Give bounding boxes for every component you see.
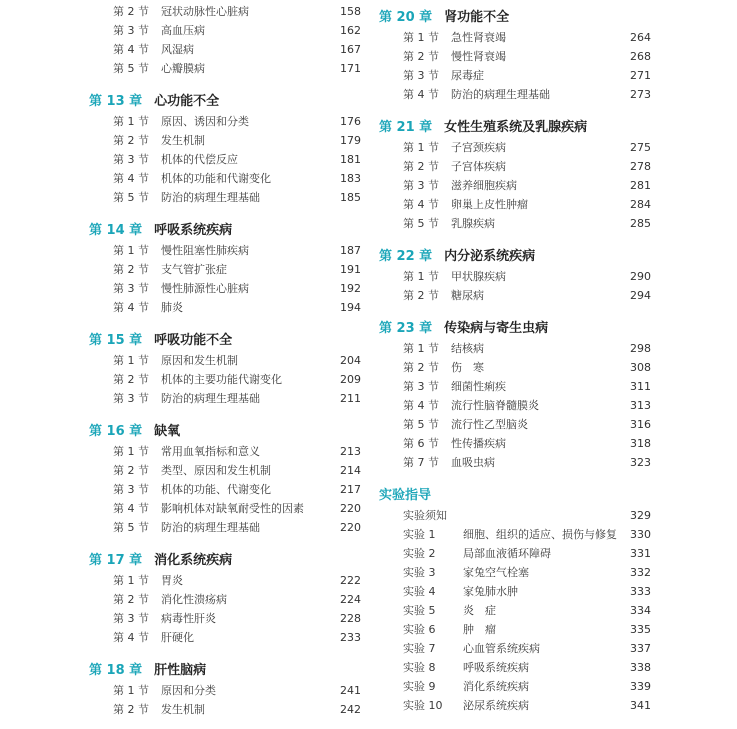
- section-title: 防治的病理生理基础: [451, 88, 550, 101]
- toc-entry[interactable]: [379, 157, 651, 176]
- section-number: 第 2 节: [403, 361, 439, 374]
- section-number: 第 2 节: [403, 50, 439, 63]
- section-title: 局部血液循环障碍: [463, 547, 551, 560]
- chapter-heading[interactable]: [89, 215, 361, 241]
- page-number: 171: [340, 62, 361, 75]
- chapter-heading[interactable]: [89, 86, 361, 112]
- page-number: 281: [630, 179, 651, 192]
- toc-entry[interactable]: [379, 639, 651, 658]
- toc-entry[interactable]: [89, 442, 361, 461]
- page-number: 316: [630, 418, 651, 431]
- section-number: 第 5 节: [403, 418, 439, 431]
- page-number: 333: [630, 585, 651, 598]
- section-number: 第 1 节: [403, 270, 439, 283]
- page-number: 185: [340, 191, 361, 204]
- toc-entry[interactable]: [379, 434, 651, 453]
- toc-entry[interactable]: [89, 241, 361, 260]
- section-title: 心瓣膜病: [161, 62, 205, 75]
- page-number: 331: [630, 547, 651, 560]
- section-title: 高血压病: [161, 24, 205, 37]
- chapter-heading[interactable]: [379, 2, 651, 28]
- chapter-number: 第 16 章: [89, 423, 143, 439]
- section-title: 防治的病理生理基础: [161, 191, 260, 204]
- chapter-title: 内分泌系统疾病: [444, 248, 536, 264]
- section-number: 第 2 节: [403, 289, 439, 302]
- section-title: 家兔空气栓塞: [463, 566, 529, 579]
- toc-entry[interactable]: [379, 453, 651, 472]
- chapter-heading[interactable]: [89, 325, 361, 351]
- toc-entry[interactable]: [379, 563, 651, 582]
- section-number: 实验须知: [403, 509, 447, 522]
- page-number: 338: [630, 661, 651, 674]
- page-number: 179: [340, 134, 361, 147]
- section-title: 卵巢上皮性肿瘤: [451, 198, 528, 211]
- chapter-number: 第 14 章: [89, 222, 143, 238]
- section-number: 第 3 节: [113, 612, 149, 625]
- page-number: 335: [630, 623, 651, 636]
- page-number: 183: [340, 172, 361, 185]
- section-title: 防治的病理生理基础: [161, 521, 260, 534]
- page-number: 187: [340, 244, 361, 257]
- section-title: 滋养细胞疾病: [451, 179, 517, 192]
- chapter-heading[interactable]: [89, 655, 361, 681]
- section-number: 第 2 节: [113, 703, 149, 716]
- section-number: 实验 2: [403, 547, 436, 560]
- page-number: 162: [340, 24, 361, 37]
- toc-entry[interactable]: [89, 480, 361, 499]
- section-title: 消化性溃疡病: [161, 593, 227, 606]
- toc-entry[interactable]: [89, 609, 361, 628]
- toc-entry[interactable]: [89, 169, 361, 188]
- section-number: 第 1 节: [113, 354, 149, 367]
- section-number: 第 3 节: [113, 483, 149, 496]
- toc-entry[interactable]: [379, 601, 651, 620]
- section-number: 第 3 节: [403, 69, 439, 82]
- page-number: 228: [340, 612, 361, 625]
- section-number: 第 3 节: [403, 380, 439, 393]
- toc-entry[interactable]: [379, 47, 651, 66]
- toc-entry[interactable]: [379, 138, 651, 157]
- chapter-number: 第 23 章: [379, 320, 433, 336]
- section-title: 甲状腺疾病: [451, 270, 506, 283]
- page-number: 285: [630, 217, 651, 230]
- section-number: 第 7 节: [403, 456, 439, 469]
- section-number: 第 3 节: [113, 282, 149, 295]
- chapter-title: 传染病与寄生虫病: [444, 320, 549, 336]
- section-number: 实验 1: [403, 528, 436, 541]
- section-title: 病毒性肝炎: [161, 612, 216, 625]
- section-number: 第 4 节: [403, 88, 439, 101]
- page-number: 220: [340, 521, 361, 534]
- section-number: 第 1 节: [113, 445, 149, 458]
- toc-entry[interactable]: [89, 188, 361, 207]
- section-number: 第 5 节: [113, 62, 149, 75]
- toc-entry[interactable]: [89, 700, 361, 719]
- section-title: 慢性阻塞性肺疾病: [161, 244, 249, 257]
- chapter-heading[interactable]: [379, 313, 651, 339]
- chapter-heading[interactable]: [89, 416, 361, 442]
- section-title: 尿毒症: [451, 69, 484, 82]
- section-number: 第 4 节: [113, 301, 149, 314]
- section-number: 第 1 节: [403, 342, 439, 355]
- section-title: 细菌性痢疾: [451, 380, 506, 393]
- section-title: 伤 寒: [451, 361, 484, 374]
- toc-entry[interactable]: [89, 499, 361, 518]
- section-title: 呼吸系统疾病: [463, 661, 529, 674]
- section-title: 原因和发生机制: [161, 354, 238, 367]
- page-number: 273: [630, 88, 651, 101]
- page-number: 158: [340, 5, 361, 18]
- toc-left-column: [89, 2, 361, 719]
- toc-entry[interactable]: [89, 571, 361, 590]
- lab-guide-title: 实验指导: [379, 487, 432, 503]
- page-number: 341: [630, 699, 651, 712]
- page-number: 211: [340, 392, 361, 405]
- section-title: 防治的病理生理基础: [161, 392, 260, 405]
- section-title: 子宫颈疾病: [451, 141, 506, 154]
- section-number: 实验 4: [403, 585, 436, 598]
- section-number: 实验 8: [403, 661, 436, 674]
- section-title: 冠状动脉性心脏病: [161, 5, 249, 18]
- chapter-number: 第 21 章: [379, 119, 433, 135]
- section-title: 子宫体疾病: [451, 160, 506, 173]
- page-number: 284: [630, 198, 651, 211]
- toc-entry[interactable]: [89, 298, 361, 317]
- section-number: 第 4 节: [403, 399, 439, 412]
- chapter-title: 心功能不全: [154, 93, 220, 109]
- page-number: 194: [340, 301, 361, 314]
- page-number: 337: [630, 642, 651, 655]
- toc-entry[interactable]: [379, 582, 651, 601]
- toc-entry[interactable]: [89, 389, 361, 408]
- toc-entry[interactable]: [89, 59, 361, 78]
- section-title: 原因和分类: [161, 684, 216, 697]
- page-number: 313: [630, 399, 651, 412]
- toc-entry[interactable]: [379, 339, 651, 358]
- section-number: 第 1 节: [113, 574, 149, 587]
- section-title: 乳腺疾病: [451, 217, 495, 230]
- toc-right-column: [379, 0, 651, 715]
- toc-entry[interactable]: [89, 260, 361, 279]
- toc-entry[interactable]: [89, 279, 361, 298]
- chapter-number: 第 17 章: [89, 552, 143, 568]
- section-title: 胃炎: [161, 574, 183, 587]
- section-title: 机体的主要功能代谢变化: [161, 373, 282, 386]
- page-number: 224: [340, 593, 361, 606]
- chapter-heading[interactable]: [379, 241, 651, 267]
- section-number: 第 1 节: [403, 141, 439, 154]
- page-number: 213: [340, 445, 361, 458]
- section-title: 类型、原因和发生机制: [161, 464, 271, 477]
- section-title: 性传播疾病: [451, 437, 506, 450]
- page-number: 217: [340, 483, 361, 496]
- section-number: 第 3 节: [113, 153, 149, 166]
- toc-entry[interactable]: [89, 461, 361, 480]
- section-number: 实验 5: [403, 604, 436, 617]
- section-number: 第 2 节: [113, 593, 149, 606]
- section-number: 第 5 节: [403, 217, 439, 230]
- page-number: 222: [340, 574, 361, 587]
- toc-entry[interactable]: [89, 112, 361, 131]
- page-number: 167: [340, 43, 361, 56]
- page-number: 176: [340, 115, 361, 128]
- toc-entry[interactable]: [89, 131, 361, 150]
- toc-entry[interactable]: [379, 544, 651, 563]
- section-title: 原因、诱因和分类: [161, 115, 249, 128]
- section-title: 泌尿系统疾病: [463, 699, 529, 712]
- toc-entry[interactable]: [89, 21, 361, 40]
- section-number: 第 1 节: [403, 31, 439, 44]
- section-title: 风湿病: [161, 43, 194, 56]
- chapter-title: 女性生殖系统及乳腺疾病: [444, 119, 588, 135]
- section-number: 第 1 节: [113, 684, 149, 697]
- toc-entry[interactable]: [89, 40, 361, 59]
- page-number: 214: [340, 464, 361, 477]
- chapter-title: 呼吸功能不全: [154, 332, 233, 348]
- section-number: 第 2 节: [403, 160, 439, 173]
- section-number: 第 3 节: [113, 392, 149, 405]
- section-number: 第 5 节: [113, 191, 149, 204]
- section-number: 第 3 节: [403, 179, 439, 192]
- page-number: 191: [340, 263, 361, 276]
- section-title: 家兔肺水肿: [463, 585, 518, 598]
- page-number: 339: [630, 680, 651, 693]
- chapter-title: 缺氧: [154, 423, 181, 439]
- page-number: 329: [630, 509, 651, 522]
- section-number: 第 1 节: [113, 115, 149, 128]
- toc-entry[interactable]: [89, 681, 361, 700]
- section-title: 机体的功能、代谢变化: [161, 483, 271, 496]
- section-title: 慢性肾衰竭: [451, 50, 506, 63]
- section-number: 实验 3: [403, 566, 436, 579]
- toc-entry[interactable]: [379, 28, 651, 47]
- chapter-heading[interactable]: [379, 112, 651, 138]
- page-number: 204: [340, 354, 361, 367]
- toc-entry[interactable]: [379, 677, 651, 696]
- page-number: 241: [340, 684, 361, 697]
- section-title: 急性肾衰竭: [451, 31, 506, 44]
- section-number: 第 2 节: [113, 373, 149, 386]
- section-number: 第 4 节: [113, 631, 149, 644]
- section-number: 第 4 节: [113, 43, 149, 56]
- toc-entry[interactable]: [379, 506, 651, 525]
- toc-entry[interactable]: [379, 195, 651, 214]
- section-title: 肿 瘤: [463, 623, 496, 636]
- page-number: 330: [630, 528, 651, 541]
- toc-entry[interactable]: [379, 358, 651, 377]
- section-number: 实验 9: [403, 680, 436, 693]
- chapter-number: 第 13 章: [89, 93, 143, 109]
- page-number: 290: [630, 270, 651, 283]
- section-title: 肝硬化: [161, 631, 194, 644]
- section-number: 实验 7: [403, 642, 436, 655]
- section-title: 慢性肺源性心脏病: [161, 282, 249, 295]
- chapter-title: 肝性脑病: [154, 662, 207, 678]
- toc-entry[interactable]: [379, 696, 651, 715]
- toc-entry[interactable]: [89, 370, 361, 389]
- toc-entry[interactable]: [89, 628, 361, 647]
- page-number: 298: [630, 342, 651, 355]
- page-number: 209: [340, 373, 361, 386]
- page-number: 308: [630, 361, 651, 374]
- section-title: 流行性脑脊髓膜炎: [451, 399, 539, 412]
- section-number: 第 4 节: [403, 198, 439, 211]
- page-number: 233: [340, 631, 361, 644]
- page-number: 220: [340, 502, 361, 515]
- chapter-number: 第 20 章: [379, 9, 433, 25]
- section-title: 流行性乙型脑炎: [451, 418, 528, 431]
- page-number: 181: [340, 153, 361, 166]
- toc-entry[interactable]: [89, 2, 361, 21]
- chapter-number: 第 15 章: [89, 332, 143, 348]
- page-number: 278: [630, 160, 651, 173]
- section-title: 发生机制: [161, 134, 205, 147]
- section-title: 机体的代偿反应: [161, 153, 238, 166]
- toc-entry[interactable]: [379, 66, 651, 85]
- page-number: 268: [630, 50, 651, 63]
- page-number: 323: [630, 456, 651, 469]
- toc-entry[interactable]: [379, 396, 651, 415]
- section-number: 第 2 节: [113, 464, 149, 477]
- section-title: 支气管扩张症: [161, 263, 227, 276]
- section-number: 第 2 节: [113, 134, 149, 147]
- section-title: 心血管系统疾病: [463, 642, 540, 655]
- toc-entry[interactable]: [379, 658, 651, 677]
- section-number: 第 5 节: [113, 521, 149, 534]
- section-number: 实验 10: [403, 699, 443, 712]
- page-number: 275: [630, 141, 651, 154]
- toc-entry[interactable]: [89, 590, 361, 609]
- toc-entry[interactable]: [379, 85, 651, 104]
- section-title: 影响机体对缺氧耐受性的因素: [161, 502, 304, 515]
- page-number: 332: [630, 566, 651, 579]
- section-number: 第 4 节: [113, 502, 149, 515]
- lab-guide-heading[interactable]: [379, 480, 651, 506]
- section-title: 细胞、组织的适应、损伤与修复: [463, 528, 617, 541]
- chapter-title: 消化系统疾病: [154, 552, 233, 568]
- toc-entry[interactable]: [89, 351, 361, 370]
- section-number: 第 1 节: [113, 244, 149, 257]
- section-title: 结核病: [451, 342, 484, 355]
- toc-entry[interactable]: [379, 415, 651, 434]
- section-title: 机体的功能和代谢变化: [161, 172, 271, 185]
- section-number: 实验 6: [403, 623, 436, 636]
- chapter-heading[interactable]: [89, 545, 361, 571]
- toc-entry[interactable]: [379, 620, 651, 639]
- section-title: 肺炎: [161, 301, 183, 314]
- section-number: 第 3 节: [113, 24, 149, 37]
- page-number: 318: [630, 437, 651, 450]
- toc-entry[interactable]: [89, 518, 361, 537]
- page-number: 294: [630, 289, 651, 302]
- page-number: 271: [630, 69, 651, 82]
- toc-entry[interactable]: [379, 267, 651, 286]
- section-number: 第 2 节: [113, 263, 149, 276]
- chapter-number: 第 22 章: [379, 248, 433, 264]
- toc-entry[interactable]: [379, 176, 651, 195]
- toc-entry[interactable]: [89, 150, 361, 169]
- chapter-title: 呼吸系统疾病: [154, 222, 233, 238]
- toc-entry[interactable]: [379, 525, 651, 544]
- toc-entry[interactable]: [379, 214, 651, 233]
- section-number: 第 4 节: [113, 172, 149, 185]
- chapter-title: 肾功能不全: [444, 9, 510, 25]
- section-number: 第 6 节: [403, 437, 439, 450]
- toc-entry[interactable]: [379, 377, 651, 396]
- section-title: 消化系统疾病: [463, 680, 529, 693]
- section-title: 糖尿病: [451, 289, 484, 302]
- toc-entry[interactable]: [379, 286, 651, 305]
- section-number: 第 2 节: [113, 5, 149, 18]
- section-title: 炎 症: [463, 604, 496, 617]
- section-title: 血吸虫病: [451, 456, 495, 469]
- page-number: 192: [340, 282, 361, 295]
- page-number: 242: [340, 703, 361, 716]
- page-number: 264: [630, 31, 651, 44]
- section-title: 发生机制: [161, 703, 205, 716]
- chapter-number: 第 18 章: [89, 662, 143, 678]
- page-number: 311: [630, 380, 651, 393]
- page-number: 334: [630, 604, 651, 617]
- section-title: 常用血氧指标和意义: [161, 445, 260, 458]
